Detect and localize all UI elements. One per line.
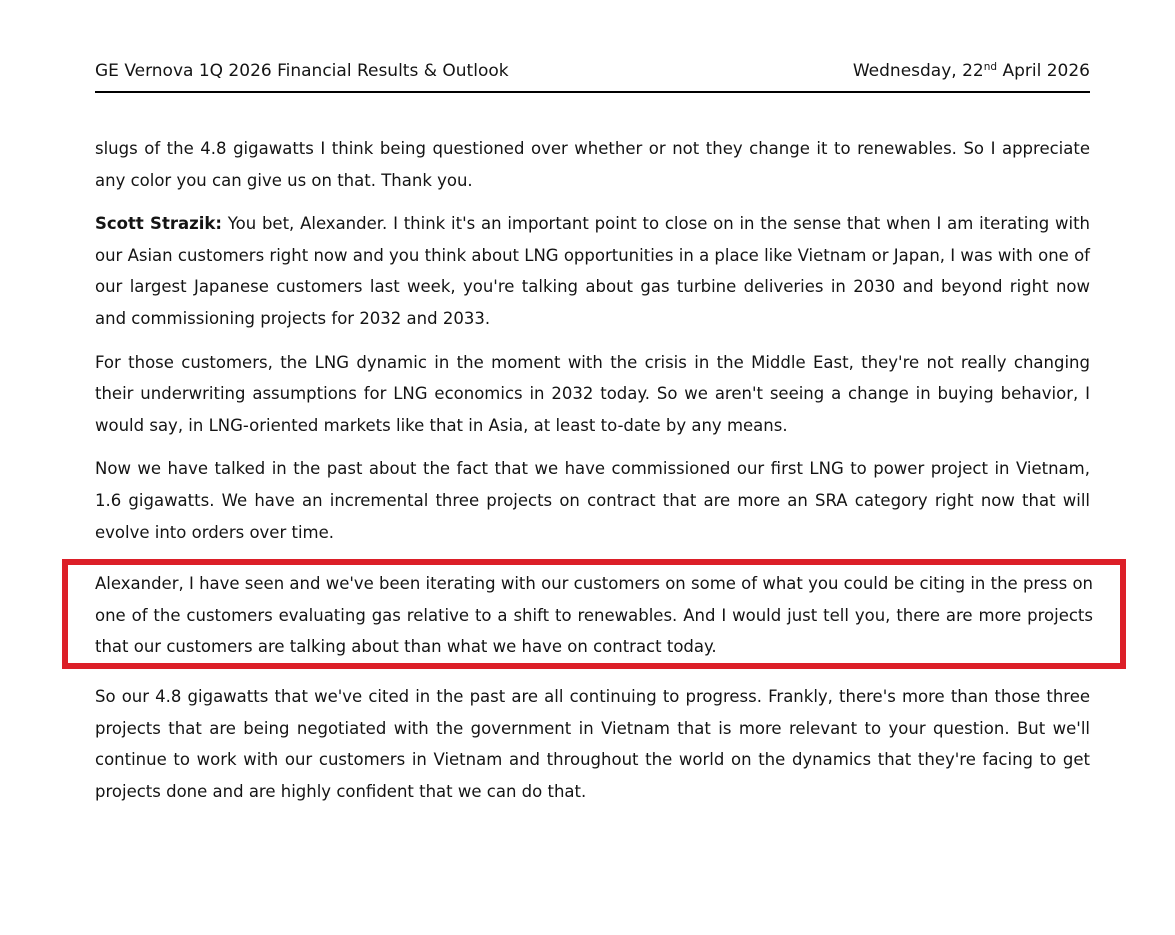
transcript-body — [95, 93, 1093, 807]
date-weekday-day: Wednesday, 22 — [852, 61, 984, 81]
date-month-year: April 2026 — [997, 61, 1090, 81]
paragraph-closing: So our 4.8 gigawatts that we've cited in the past are all continuing to progress. Frankly, there's more than those three projects that are being negotiated with the government in Vietnam that is more relevant to your question. But we'll continue to work with our customers in Vietnam and throughout the world on the dynamics that they're facing to get projects done and are highly confident that we can do that. — [95, 686, 1090, 801]
page-date — [853, 60, 1090, 82]
page-title: GE Vernova 1Q 2026 Financial Results & Outlook — [95, 61, 509, 81]
page-header — [95, 0, 1090, 93]
paragraph-vietnam-project: Now we have talked in the past about the fact that we have commissioned our first LNG to power project in Vietnam, 1.6 gigawatts. We have an incremental three projects on contract that are more an SRA category right now that will evolve into orders over time. — [95, 459, 1090, 542]
paragraph-lng-dynamic: For those customers, the LNG dynamic in the moment with the crisis in the Middle East, they're not really changing their underwriting assumptions for LNG economics in 2032 today. So we aren't seeing a change in buying behavior, I would say, in LNG-oriented markets like that in Asia, at least to-date by any means. — [95, 352, 1090, 435]
paragraph-highlighted: Alexander, I have seen and we've been iterating with our customers on some of what you could be citing in the press on one of the customers evaluating gas relative to a shift to renewables. And I would just tell you, there are more projects that our customers are talking about than what we have on contract today. — [95, 574, 1093, 657]
paragraph-speaker-answer-text: You bet, Alexander. I think it's an important point to close on in the sense that when I am iterating with our Asian customers right now and you think about LNG opportunities in a place like Vietnam or Japan, I was with one of our largest Japanese customers last week, you're talking about gas turbine deliveries in 2030 and beyond right now and commissioning projects for 2032 and 2033. — [95, 214, 1090, 328]
speaker-name: Scott Strazik: — [95, 214, 222, 234]
date-ordinal-superscript: nd — [983, 61, 998, 73]
paragraph-question-continuation: slugs of the 4.8 gigawatts I think being questioned over whether or not they change it to renewables. So I appreciate any color you can give us on that. Thank you. — [95, 139, 1090, 190]
highlight-annotation-box — [62, 559, 1126, 669]
paragraph-speaker-answer — [95, 208, 1090, 334]
